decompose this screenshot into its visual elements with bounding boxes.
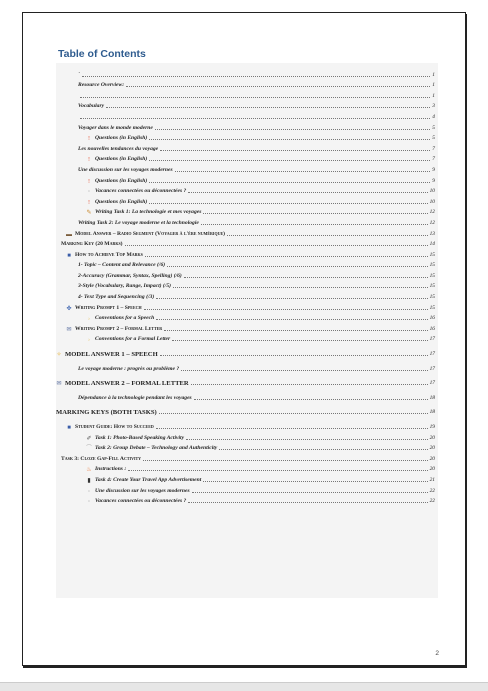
toc-entry[interactable] (56, 100, 438, 111)
exclamation-icon: ! (88, 157, 90, 164)
dot-leader (80, 117, 430, 119)
sparkle-icon: ✧ (56, 352, 62, 359)
toc-entry-text: MODEL ANSWER 1 – SPEECH (65, 351, 158, 359)
toc-entry[interactable] (56, 442, 438, 453)
toc-page-number: 20 (429, 434, 435, 441)
toc-entry[interactable] (56, 132, 438, 143)
toc-page-number: 9 (432, 166, 435, 173)
toc-page-number: 18 (429, 394, 435, 401)
toc-page-number: 22 (429, 487, 435, 494)
dot-leader (188, 501, 427, 503)
dot-leader (201, 223, 428, 225)
toc-page-number: 18 (429, 409, 435, 416)
toc-page-number: 15 (429, 251, 435, 258)
flame-icon: ♨ (86, 467, 92, 474)
toc-page-number: 15 (429, 272, 435, 279)
toc-entry[interactable] (56, 195, 438, 206)
toc-entry[interactable] (56, 431, 438, 442)
toc-entry[interactable] (56, 206, 438, 217)
dot-leader (126, 85, 430, 87)
toc-entry-text: Une discussion sur les voyages modernes (78, 166, 173, 173)
toc-page-number: 12 (429, 219, 435, 226)
toc-entry-text: Les nouvelles tendances du voyage (78, 145, 159, 152)
toc-entry-text: Model Answer – Radio Segment (Voyager à l'ère numérique) (75, 230, 225, 237)
toc-entry-text: Dépendance à la technologie pendant les voyages (78, 394, 192, 401)
toc-entry-text: Une discussion sur les voyages modernes (95, 487, 190, 494)
toc-page-number: 1 (432, 92, 435, 99)
dot-leader (156, 297, 427, 299)
radio-icon: ▬ (66, 231, 72, 238)
toc-entry-text: How to Achieve Top Marks (75, 251, 143, 258)
toc-page-number: 10 (429, 188, 435, 195)
toc-entry-text: Conventions for a Formal Letter (95, 336, 171, 343)
toc-page-number: 14 (429, 241, 435, 248)
toc-entry[interactable] (56, 238, 438, 249)
speech-icon: ⌒ (86, 446, 93, 453)
toc-page-number: 15 (429, 283, 435, 290)
dot-leader (159, 412, 428, 414)
toc-page-number: 20 (429, 445, 435, 452)
dot-leader (144, 308, 428, 310)
book-icon: ■ (67, 252, 71, 259)
toc-page-number: 7 (432, 156, 435, 163)
arrow-icon: › (88, 337, 90, 344)
toc-entry-text: Writing Task 1: La technologie et mes voyages (95, 209, 202, 216)
toc-page-number: 5 (432, 124, 435, 131)
toc-entry[interactable] (56, 153, 438, 164)
toc-entry[interactable] (56, 269, 438, 280)
dot-leader (149, 159, 430, 161)
exclamation-icon: ! (88, 178, 90, 185)
pen-icon: ✐ (86, 435, 92, 442)
toc-entry[interactable] (56, 391, 438, 402)
toc-entry-text: 1- Topic – Content and Relevance (/6) (78, 262, 166, 269)
toc-entry-text: 2-Accuracy (Grammar, Syntax, Spelling) (/6) (78, 272, 182, 279)
dot-leader (149, 138, 430, 140)
toc-entry[interactable] (56, 322, 438, 333)
dot-leader (194, 398, 428, 400)
toc-entry-text: Vocabulary (78, 103, 105, 110)
toc-entry[interactable] (56, 495, 438, 506)
toc-entry[interactable] (56, 185, 438, 196)
toc-title: Table of Contents (58, 48, 146, 60)
dot-leader (227, 234, 428, 236)
toc-page-number: 10 (429, 198, 435, 205)
dot-leader (191, 383, 428, 385)
dot-leader (203, 480, 427, 482)
dot-leader (188, 191, 427, 193)
toc-page-number: 9 (432, 177, 435, 184)
toc-entry-text: Task 1: Photo-Based Speaking Activity (95, 434, 185, 441)
dot-leader (167, 265, 427, 267)
toc-page-number: 13 (429, 230, 435, 237)
toc-entry[interactable] (56, 280, 438, 291)
dot-leader (149, 202, 427, 204)
exclamation-icon: ! (88, 199, 90, 206)
arrow-icon: › (88, 316, 90, 323)
dot-leader (219, 448, 427, 450)
toc-page-number: 17 (429, 365, 435, 372)
toc-page-number: 1 (432, 71, 435, 78)
toc-entry-text: Instructions : (95, 466, 127, 473)
toc-entry-text: 4- Text Type and Sequencing (/3) (78, 294, 155, 301)
toc-page-number: 16 (429, 315, 435, 322)
dot-leader (203, 212, 427, 214)
dot-leader (156, 318, 427, 320)
toc-entry-text: Questions (in English) (95, 135, 148, 142)
dot-leader (156, 427, 428, 429)
toc-page-number: 3 (432, 103, 435, 110)
toc-entry[interactable] (56, 406, 438, 417)
toc-entry-text: Task 3: Cloze Gap-Fill Activity (61, 455, 142, 462)
toc-entry-text: Questions (in English) (95, 198, 148, 205)
phone-icon: ▮ (87, 477, 91, 484)
toc-entry-text: Task 4: Create Your Travel App Advertisement (95, 476, 202, 483)
pencil-icon: ✎ (86, 210, 92, 217)
page-number: 2 (435, 650, 439, 657)
toc-entry-text: Voyager dans le monde moderne (78, 124, 153, 131)
toc-entry[interactable] (56, 259, 438, 270)
book-icon: ■ (67, 425, 71, 431)
dot-leader (145, 255, 428, 257)
toc-entry-text: Conventions for a Speech (95, 315, 155, 322)
dot-leader (128, 469, 427, 471)
toc-entry[interactable] (56, 142, 438, 153)
dot-leader (192, 491, 428, 493)
toc-entry-text: 3-Style (Vocabulary, Range, Impact) (/5) (78, 283, 172, 290)
toc-page-number: 21 (429, 476, 435, 483)
toc-page-number: 19 (429, 424, 435, 430)
toc-page-number: 15 (429, 304, 435, 311)
toc-entry[interactable] (56, 362, 438, 373)
toc-entry[interactable] (56, 110, 438, 121)
toc-entry[interactable] (56, 301, 438, 312)
document-page (22, 12, 466, 666)
toc-entry-text: Writing Prompt 2 – Formal Letter (75, 325, 163, 332)
toc-entry[interactable] (56, 377, 438, 388)
dot-leader (184, 276, 428, 278)
toc-entry[interactable] (56, 347, 438, 358)
toc-entry[interactable] (56, 227, 438, 238)
envelope-icon: ✉ (56, 381, 62, 388)
document-icon: ▫ (87, 499, 91, 506)
dot-leader (181, 369, 427, 371)
toc-page-number: 20 (429, 466, 435, 473)
envelope-icon: ✉ (66, 326, 72, 333)
dot-leader (175, 170, 431, 172)
dot-leader (172, 339, 427, 341)
dot-leader (155, 128, 430, 130)
toc-entry[interactable] (56, 333, 438, 344)
dot-leader (149, 181, 430, 183)
toc-entry[interactable] (56, 452, 438, 463)
toc-page-number: 15 (429, 294, 435, 301)
dot-leader (186, 438, 428, 440)
toc-entry-text: Task 2: Group Debate – Technology and Authenticity (95, 445, 218, 452)
document-icon: ▫ (87, 189, 91, 196)
toc-page-number: 17 (429, 336, 435, 343)
toc-box (56, 63, 438, 598)
toc-entry-text: MODEL ANSWER 2 – FORMAL LETTER (65, 380, 189, 388)
dot-leader (160, 354, 428, 356)
toc-entry-text: Writing Prompt 1 – Speech (75, 304, 142, 311)
toc-entry[interactable] (56, 216, 438, 227)
toc-entry[interactable] (56, 484, 438, 495)
toc-page-number: 15 (429, 262, 435, 269)
dot-leader (160, 149, 430, 151)
toc-page-number: 1 (432, 82, 435, 89)
dot-leader (173, 286, 428, 288)
toc-entry[interactable] (56, 420, 438, 431)
toc-entry-text: Vacances connectées ou déconnectées ? (95, 188, 187, 195)
toc-entry[interactable] (56, 121, 438, 132)
toc-entry-text: MARKING KEYS (BOTH TASKS) (56, 409, 157, 417)
dot-leader (82, 75, 430, 77)
toc-page-number: 17 (429, 351, 435, 358)
toc-page-number: 4 (432, 113, 435, 120)
toc-entry[interactable] (56, 312, 438, 323)
toc-page-number: 12 (429, 209, 435, 216)
dot-leader (80, 96, 430, 98)
dot-leader (164, 329, 427, 331)
toc-entry-text: Questions (in English) (95, 156, 148, 163)
toc-entry[interactable] (56, 79, 438, 90)
toc-entry-text: Questions (in English) (95, 177, 148, 184)
toc-entry-text: Writing Task 2: Le voyage moderne et la technologie (78, 219, 199, 226)
toc-list (56, 68, 438, 505)
toc-page-number: 20 (429, 455, 435, 462)
toc-entry[interactable] (56, 174, 438, 185)
toc-page-number: 5 (432, 135, 435, 142)
document-icon: ▫ (87, 488, 91, 495)
toc-entry[interactable] (56, 463, 438, 474)
toc-entry-text: Resource Overview: (78, 82, 125, 89)
exclamation-icon: ! (88, 136, 90, 143)
toc-entry-text: Marking Key (20 Marks) (61, 241, 123, 248)
handshake-icon: ✤ (66, 305, 72, 312)
toc-entry-text: ` (78, 71, 80, 78)
toc-entry-text: Le voyage moderne : progrès ou problème ? (78, 365, 180, 372)
toc-page-number: 16 (429, 325, 435, 332)
toc-entry[interactable] (56, 248, 438, 259)
toc-entry[interactable] (56, 163, 438, 174)
toc-entry[interactable] (56, 89, 438, 100)
toc-page-number: 22 (429, 498, 435, 505)
dot-leader (143, 459, 428, 461)
toc-entry[interactable] (56, 473, 438, 484)
toc-entry[interactable] (56, 290, 438, 301)
toc-entry[interactable] (56, 68, 438, 79)
toc-entry-text: Vacances connectées ou déconnectées ? (95, 498, 187, 505)
dot-leader (106, 106, 430, 108)
toc-page-number: 17 (429, 380, 435, 387)
toc-page-number: 7 (432, 145, 435, 152)
toc-entry-text: Student Guide: How to Succeed (75, 424, 154, 430)
dot-leader (125, 244, 428, 246)
